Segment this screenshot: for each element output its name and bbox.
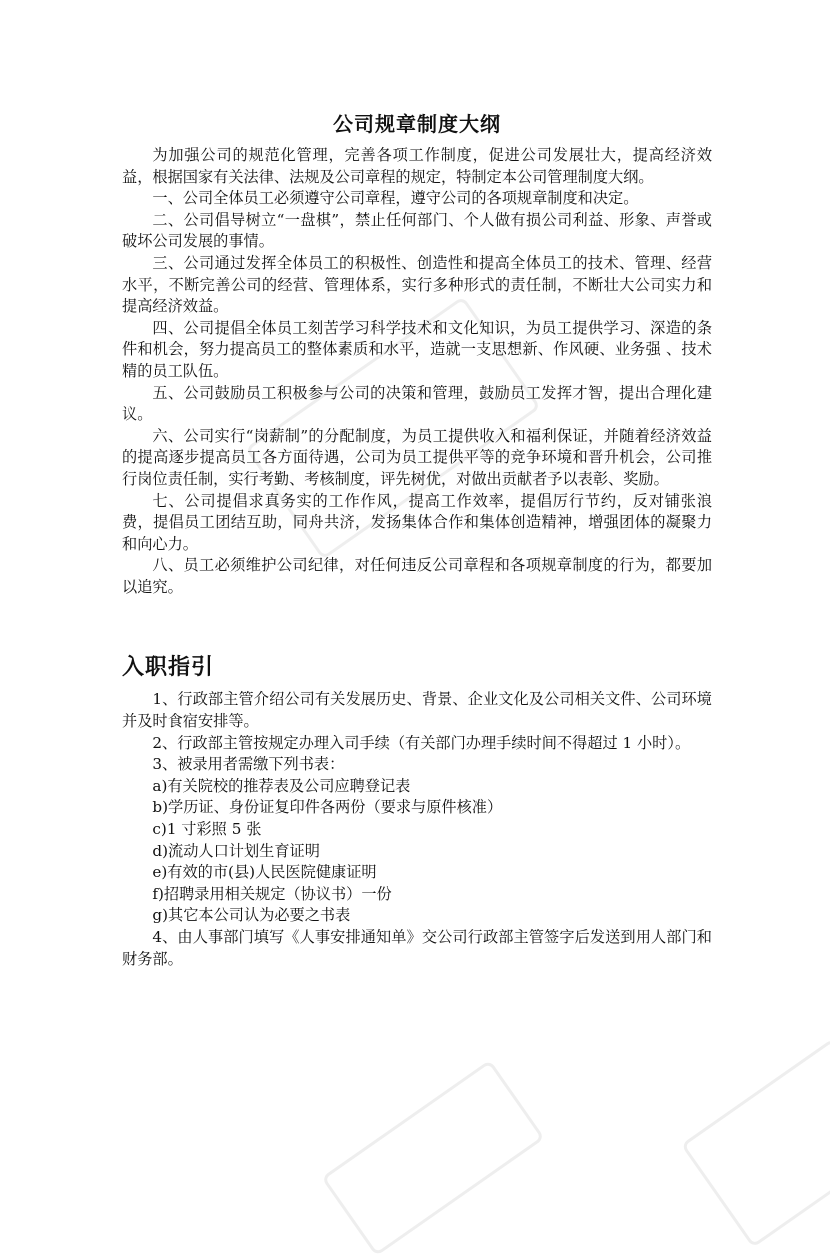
rule-paragraph-5: 五、公司鼓励员工积极参与公司的决策和管理，鼓励员工发挥才智，提出合理化建议。: [122, 383, 712, 424]
list-item: c)1 寸彩照 5 张: [152, 820, 262, 839]
rule-paragraph-1: 一、公司全体员工必须遵守公司章程，遵守公司的各项规章制度和决定。: [152, 189, 639, 208]
section-title: 入职指引: [122, 655, 215, 681]
onboarding-step-2: 2、行政部主管按规定办理入司手续（有关部门办理手续时间不得超过 1 小时）。: [152, 733, 691, 752]
rule-paragraph-7: 七、公司提倡求真务实的工作作风，提高工作效率，提倡厉行节约，反对铺张浪费，提倡员工团结互助，同舟共济，发扬集体合作和集体创造精神，增强团体的凝聚力和向心力。: [122, 491, 712, 553]
watermark-graphic: [321, 1060, 545, 1256]
document-title: 公司规章制度大纲: [333, 112, 501, 136]
rule-paragraph-8: 八、员工必须维护公司纪律，对任何违反公司章程和各项规章制度的行为，都要加以追究。: [122, 556, 712, 596]
list-item: f)招聘录用相关规定（协议书）一份: [152, 884, 392, 903]
list-item: b)学历证、身份证复印件各两份（要求与原件核准）: [152, 798, 503, 817]
rule-paragraph-3: 三、公司通过发挥全体员工的积极性、创造性和提高全体员工的技术、管理、经营水平，不断完善公司的经营、管理体系，实行多种形式的责任制，不断壮大公司实力和提高经济效益。: [122, 253, 712, 316]
rule-paragraph-6: 六、公司实行“岗薪制”的分配制度，为员工提供收入和福利保证，并随着经济效益的提高逐步提高员工各方面待遇，公司为员工提供平等的竞争环境和晋升机会，公司推行岗位责任制，实行考勤、考核制度，评先树优，对做出贡献者予以表彰、奖励。: [122, 426, 712, 488]
document-body: [122, 108, 712, 970]
rule-paragraph-2: 二、公司倡导树立“一盘棋”，禁止任何部门、个人做有损公司利益、形象、声誉或破坏公司发展的事情。: [122, 210, 712, 251]
rule-paragraph-4: 四、公司提倡全体员工刻苦学习科学技术和文化知识，为员工提供学习、深造的条件和机会，努力提高员工的整体素质和水平，造就一支思想新、作风硬、业务强 、技术精的员工队伍。: [122, 318, 712, 380]
list-item: g)其它本公司认为必要之书表: [152, 906, 351, 925]
onboarding-step-4: 4、由人事部门填写《人事安排通知单》交公司行政部主管签字后发送到用人部门和财务部。: [122, 928, 712, 968]
onboarding-step-1: 1、行政部主管介绍公司有关发展历史、背景、企业文化及公司相关文件、公司环境并及时食宿安排等。: [122, 690, 712, 731]
list-item: e)有效的市(县)人民医院健康证明: [152, 863, 377, 882]
onboarding-step-3: 3、被录用者需缴下列书表：: [152, 755, 345, 774]
intro-paragraph: 为加强公司的规范化管理，完善各项工作制度，促进公司发展壮大，提高经济效益，根据国家有关法律、法规及公司章程的规定，特制定本公司管理制度大纲。: [122, 146, 712, 186]
watermark-graphic: [681, 1038, 830, 1248]
list-item: a)有关院校的推荐表及公司应聘登记表: [152, 776, 411, 795]
list-item: d)流动人口计划生育证明: [152, 841, 320, 860]
required-documents-list: [122, 776, 712, 927]
